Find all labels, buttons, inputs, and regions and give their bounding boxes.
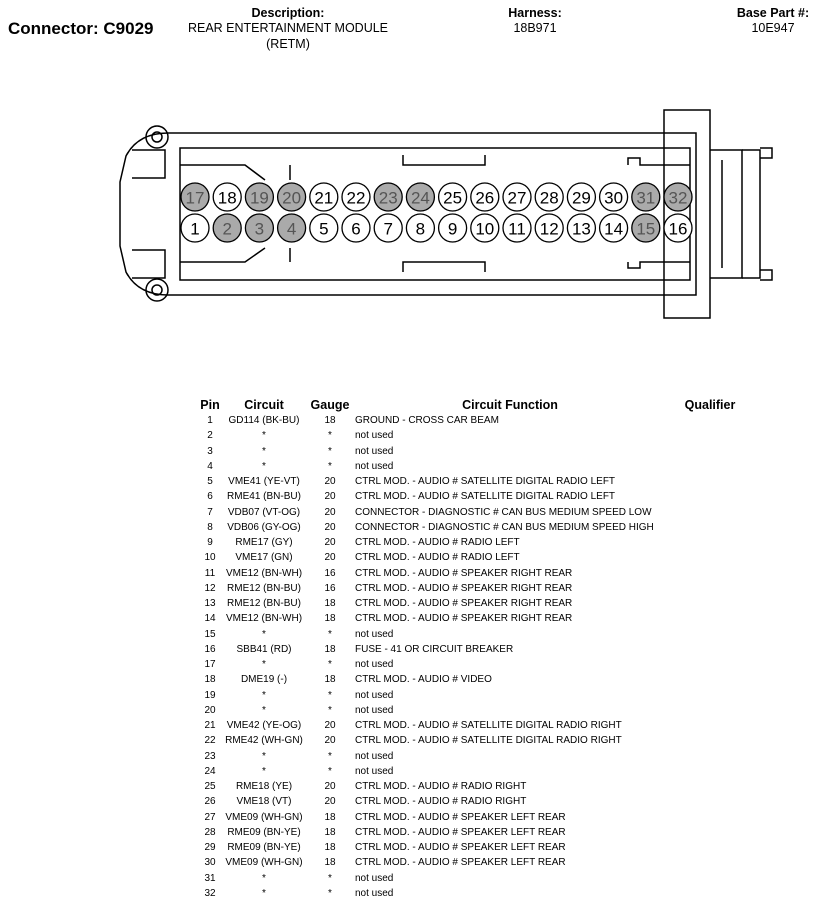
cell-pin: 9 xyxy=(207,537,213,548)
cell-function: CONNECTOR - DIAGNOSTIC # CAN BUS MEDIUM SPEED LOW xyxy=(355,506,652,518)
description-label: Description: xyxy=(251,6,325,20)
base-part-value: 10E947 xyxy=(751,21,795,35)
table-row xyxy=(197,703,755,718)
cell-gauge: * xyxy=(328,750,332,762)
pin-number: 22 xyxy=(346,188,366,208)
pin-number: 29 xyxy=(571,188,591,208)
pin-number: 4 xyxy=(286,219,297,239)
table-row xyxy=(197,489,755,504)
cell-circuit: RME09 (BN-YE) xyxy=(227,842,301,853)
table-row xyxy=(197,444,755,459)
cell-gauge: 16 xyxy=(324,567,336,579)
header-gauge: Gauge xyxy=(310,397,350,412)
cell-pin: 6 xyxy=(207,491,213,503)
pin-23 xyxy=(374,183,402,211)
pin-27 xyxy=(503,183,531,211)
pin-number: 26 xyxy=(475,188,495,208)
pin-number: 1 xyxy=(190,219,200,239)
cell-gauge: 20 xyxy=(324,552,336,564)
cell-pin: 4 xyxy=(207,460,213,472)
table-row xyxy=(197,550,755,565)
pin-29 xyxy=(567,183,595,211)
pin-number: 16 xyxy=(668,219,688,239)
cell-gauge: 20 xyxy=(324,537,336,548)
pin-number: 32 xyxy=(668,188,688,208)
cell-qualifier xyxy=(665,413,755,428)
cell-circuit: * xyxy=(262,887,266,899)
pin-1 xyxy=(181,214,209,242)
cell-function: not used xyxy=(355,689,394,701)
cell-qualifier xyxy=(665,733,755,748)
pin-number: 14 xyxy=(604,219,624,239)
cell-qualifier xyxy=(665,703,755,718)
table-row xyxy=(197,657,755,672)
table-row xyxy=(197,810,755,825)
cell-pin: 11 xyxy=(204,567,216,579)
cell-qualifier xyxy=(665,459,755,474)
pin-20 xyxy=(278,183,306,211)
connector-face-diagram xyxy=(0,0,829,390)
cell-qualifier xyxy=(665,688,755,703)
pin-5 xyxy=(310,214,338,242)
cell-qualifier xyxy=(665,611,755,626)
cell-circuit: VME09 (WH-GN) xyxy=(225,857,303,869)
table-row xyxy=(197,688,755,703)
cell-qualifier xyxy=(665,825,755,840)
pin-4 xyxy=(278,214,306,242)
table-row xyxy=(197,794,755,809)
pin-8 xyxy=(406,214,434,242)
description-line-1: REAR ENTERTAINMENT MODULE xyxy=(187,21,389,35)
cell-gauge: 18 xyxy=(324,674,336,686)
cell-circuit: * xyxy=(262,765,266,777)
cell-gauge: 20 xyxy=(324,781,336,792)
pin-3 xyxy=(245,214,273,242)
pin-18 xyxy=(213,183,241,211)
cell-circuit: VME41 (YE-VT) xyxy=(228,476,300,487)
cell-circuit: VME12 (BN-WH) xyxy=(225,567,303,579)
header-function: Circuit Function xyxy=(462,397,558,412)
cell-function: not used xyxy=(355,460,394,472)
cell-qualifier xyxy=(665,520,755,535)
cell-qualifier xyxy=(665,428,755,443)
cell-gauge: 18 xyxy=(324,826,336,838)
cell-function: CTRL MOD. - AUDIO # RADIO LEFT xyxy=(355,552,520,564)
cell-function: CTRL MOD. - AUDIO # SATELLITE DIGITAL RADIO RIGHT xyxy=(355,720,622,731)
base-part-label: Base Part #: xyxy=(736,6,810,20)
pin-number: 5 xyxy=(319,219,329,239)
cell-pin: 21 xyxy=(204,720,216,731)
table-row xyxy=(197,627,755,642)
cell-pin: 29 xyxy=(204,842,216,853)
cell-qualifier xyxy=(665,749,755,764)
cell-qualifier xyxy=(665,871,755,886)
cell-circuit: * xyxy=(262,704,266,716)
cell-function: not used xyxy=(355,765,394,777)
cell-qualifier xyxy=(665,672,755,687)
cell-circuit: RME18 (YE) xyxy=(235,781,293,792)
cell-gauge: 18 xyxy=(324,643,336,655)
cell-circuit: SBB41 (RD) xyxy=(236,643,292,655)
cell-pin: 24 xyxy=(204,765,216,777)
cell-gauge: 20 xyxy=(324,796,336,808)
cell-pin: 19 xyxy=(204,689,216,701)
pin-number: 21 xyxy=(314,188,334,208)
pin-number: 20 xyxy=(282,188,302,208)
cell-qualifier xyxy=(665,718,755,733)
cell-qualifier xyxy=(665,764,755,779)
pin-number: 17 xyxy=(185,188,205,208)
cell-pin: 12 xyxy=(204,582,216,594)
cell-qualifier xyxy=(665,566,755,581)
cell-function: CTRL MOD. - AUDIO # RADIO RIGHT xyxy=(355,796,527,808)
cell-function: FUSE - 41 OR CIRCUIT BREAKER xyxy=(355,643,514,655)
pin-number: 15 xyxy=(636,219,656,239)
table-row xyxy=(197,611,755,626)
cell-pin: 32 xyxy=(204,887,216,899)
table-row xyxy=(197,505,755,520)
cell-pin: 28 xyxy=(204,826,216,838)
cell-function: CONNECTOR - DIAGNOSTIC # CAN BUS MEDIUM SPEED HIGH xyxy=(355,521,654,533)
cell-circuit: GD114 (BK-BU) xyxy=(228,415,300,426)
connector-title: Connector: C9029 xyxy=(8,19,154,38)
table-row xyxy=(197,764,755,779)
cell-pin: 14 xyxy=(204,613,216,625)
cell-pin: 1 xyxy=(207,415,213,426)
pin-number: 27 xyxy=(507,188,527,208)
cell-gauge: 18 xyxy=(324,857,336,869)
cell-gauge: 18 xyxy=(324,415,336,426)
header-circuit: Circuit xyxy=(244,397,284,412)
cell-function: not used xyxy=(355,659,394,670)
cell-gauge: 20 xyxy=(324,720,336,731)
cell-circuit: RME09 (BN-YE) xyxy=(227,826,301,838)
cell-function: not used xyxy=(355,628,394,640)
pin-number: 8 xyxy=(415,219,426,239)
cell-function: CTRL MOD. - AUDIO # SATELLITE DIGITAL RADIO LEFT xyxy=(355,491,616,503)
cell-pin: 3 xyxy=(207,445,213,457)
cell-circuit: VME12 (BN-WH) xyxy=(225,613,303,625)
table-row xyxy=(197,825,755,840)
pin-number: 10 xyxy=(475,219,495,239)
cell-gauge: 20 xyxy=(324,506,336,518)
cell-pin: 23 xyxy=(204,750,216,762)
cell-qualifier xyxy=(665,840,755,855)
table-row xyxy=(197,779,755,794)
pin-11 xyxy=(503,214,531,242)
cell-qualifier xyxy=(665,810,755,825)
cell-pin: 25 xyxy=(204,781,216,792)
cell-circuit: VDB07 (VT-OG) xyxy=(227,506,301,518)
cell-qualifier xyxy=(665,474,755,489)
cell-function: CTRL MOD. - AUDIO # SPEAKER LEFT REAR xyxy=(355,857,566,869)
cell-pin: 16 xyxy=(204,643,216,655)
cell-gauge: * xyxy=(328,430,332,442)
pin-24 xyxy=(406,183,434,211)
cell-circuit: * xyxy=(262,445,266,457)
cell-function: CTRL MOD. - AUDIO # VIDEO xyxy=(355,674,492,686)
cell-gauge: * xyxy=(328,689,332,701)
cell-gauge: 16 xyxy=(324,582,336,594)
pin-table xyxy=(197,396,755,901)
cell-gauge: 18 xyxy=(324,613,336,625)
pin-14 xyxy=(600,214,628,242)
bottom-row-pins xyxy=(181,214,692,242)
pin-number: 12 xyxy=(539,219,559,239)
cell-gauge: 18 xyxy=(324,811,336,823)
pin-number: 25 xyxy=(443,188,463,208)
pin-15 xyxy=(632,214,660,242)
cell-function: not used xyxy=(355,750,394,762)
pin-table-body xyxy=(197,413,755,901)
cell-function: CTRL MOD. - AUDIO # SPEAKER LEFT REAR xyxy=(355,842,566,853)
pin-12 xyxy=(535,214,563,242)
pin-number: 2 xyxy=(222,219,232,239)
cell-pin: 26 xyxy=(204,796,216,808)
pin-number: 19 xyxy=(249,188,269,208)
cell-pin: 27 xyxy=(204,811,216,823)
pin-number: 11 xyxy=(508,219,526,239)
table-row xyxy=(197,871,755,886)
pin-7 xyxy=(374,214,402,242)
cell-qualifier xyxy=(665,535,755,550)
pin-10 xyxy=(471,214,499,242)
table-row xyxy=(197,749,755,764)
cell-qualifier xyxy=(665,886,755,901)
table-row xyxy=(197,886,755,901)
cell-circuit: RME12 (BN-BU) xyxy=(227,598,301,609)
pin-number: 3 xyxy=(254,219,265,239)
table-row xyxy=(197,642,755,657)
cell-gauge: * xyxy=(328,765,332,777)
pin-26 xyxy=(471,183,499,211)
table-row xyxy=(197,581,755,596)
cell-gauge: * xyxy=(328,445,332,457)
cell-pin: 15 xyxy=(204,628,216,640)
cell-pin: 31 xyxy=(204,872,216,884)
pin-16 xyxy=(664,214,692,242)
pin-2 xyxy=(213,214,241,242)
table-row xyxy=(197,718,755,733)
table-row xyxy=(197,413,755,428)
table-row xyxy=(197,672,755,687)
harness-value: 18B971 xyxy=(513,21,557,35)
cell-gauge: 20 xyxy=(324,476,336,487)
cell-pin: 7 xyxy=(207,506,213,518)
cell-pin: 30 xyxy=(204,857,216,869)
pin-number: 6 xyxy=(351,219,361,239)
cell-gauge: * xyxy=(328,872,332,884)
cell-function: GROUND - CROSS CAR BEAM xyxy=(355,415,499,426)
cell-circuit: * xyxy=(262,872,266,884)
pin-32 xyxy=(664,183,692,211)
pin-13 xyxy=(567,214,595,242)
pin-number: 7 xyxy=(383,219,393,239)
cell-pin: 20 xyxy=(204,704,216,716)
cell-function: CTRL MOD. - AUDIO # SPEAKER RIGHT REAR xyxy=(355,582,573,594)
cell-gauge: * xyxy=(328,887,332,899)
cell-circuit: VME17 (GN) xyxy=(235,552,293,564)
pin-17 xyxy=(181,183,209,211)
cell-function: CTRL MOD. - AUDIO # SPEAKER RIGHT REAR xyxy=(355,613,573,625)
cell-gauge: * xyxy=(328,628,332,640)
cell-qualifier xyxy=(665,550,755,565)
cell-qualifier xyxy=(665,657,755,672)
cell-circuit: * xyxy=(262,689,266,701)
cell-pin: 18 xyxy=(204,674,216,686)
pin-number: 23 xyxy=(378,188,398,208)
pin-number: 18 xyxy=(217,188,237,208)
cell-function: CTRL MOD. - AUDIO # SPEAKER LEFT REAR xyxy=(355,811,566,823)
cell-function: CTRL MOD. - AUDIO # SATELLITE DIGITAL RADIO LEFT xyxy=(355,476,616,487)
cell-gauge: 20 xyxy=(324,491,336,503)
cell-function: CTRL MOD. - AUDIO # SPEAKER RIGHT REAR xyxy=(355,567,573,579)
cell-circuit: VME42 (YE-OG) xyxy=(226,720,302,731)
cell-qualifier xyxy=(665,779,755,794)
pin-number: 30 xyxy=(604,188,624,208)
pin-31 xyxy=(632,183,660,211)
cell-function: CTRL MOD. - AUDIO # SATELLITE DIGITAL RADIO RIGHT xyxy=(355,735,622,747)
pin-19 xyxy=(245,183,273,211)
table-row xyxy=(197,855,755,870)
table-row xyxy=(197,566,755,581)
cell-qualifier xyxy=(665,855,755,870)
cell-circuit: VME09 (WH-GN) xyxy=(225,811,303,823)
cell-gauge: * xyxy=(328,460,332,472)
table-header-row xyxy=(197,396,755,413)
table-row xyxy=(197,474,755,489)
table-row xyxy=(197,596,755,611)
cell-circuit: RME17 (GY) xyxy=(235,537,293,548)
pin-number: 31 xyxy=(636,188,656,208)
cell-circuit: DME19 (-) xyxy=(240,674,288,686)
cell-qualifier xyxy=(665,627,755,642)
pin-22 xyxy=(342,183,370,211)
cell-pin: 2 xyxy=(207,430,213,442)
cell-circuit: * xyxy=(262,460,266,472)
table-row xyxy=(197,459,755,474)
cell-circuit: * xyxy=(262,750,266,762)
cell-pin: 17 xyxy=(204,659,216,670)
cell-gauge: * xyxy=(328,704,332,716)
cell-qualifier xyxy=(665,596,755,611)
cell-circuit: VDB06 (GY-OG) xyxy=(227,521,301,533)
cell-circuit: RME42 (WH-GN) xyxy=(225,735,303,747)
pin-30 xyxy=(600,183,628,211)
cell-circuit: VME18 (VT) xyxy=(236,796,292,808)
cell-function: not used xyxy=(355,445,394,457)
cell-qualifier xyxy=(665,489,755,504)
table-row xyxy=(197,428,755,443)
cell-circuit: * xyxy=(262,628,266,640)
pin-number: 13 xyxy=(571,219,591,239)
pin-6 xyxy=(342,214,370,242)
cell-circuit: * xyxy=(262,659,266,670)
cell-pin: 13 xyxy=(204,598,216,609)
cell-function: not used xyxy=(355,872,394,884)
header-pin: Pin xyxy=(200,397,220,412)
pin-number: 24 xyxy=(410,188,430,208)
top-row-pins xyxy=(181,183,692,211)
description-line-2: (RETM) xyxy=(266,37,310,51)
cell-function: not used xyxy=(355,704,394,716)
cell-function: CTRL MOD. - AUDIO # RADIO RIGHT xyxy=(355,781,527,792)
cell-pin: 5 xyxy=(207,476,213,487)
cell-qualifier xyxy=(665,581,755,596)
cell-circuit: * xyxy=(262,430,266,442)
pin-number: 9 xyxy=(447,219,458,239)
header-qualifier: Qualifier xyxy=(684,397,736,412)
pin-9 xyxy=(439,214,467,242)
cell-gauge: 18 xyxy=(324,842,336,853)
table-row xyxy=(197,520,755,535)
cell-function: CTRL MOD. - AUDIO # SPEAKER RIGHT REAR xyxy=(355,598,573,609)
pin-25 xyxy=(439,183,467,211)
pin-number: 28 xyxy=(539,188,559,208)
pin-21 xyxy=(310,183,338,211)
cell-gauge: * xyxy=(328,659,332,670)
cell-function: not used xyxy=(355,430,394,442)
pin-28 xyxy=(535,183,563,211)
cell-gauge: 20 xyxy=(324,521,336,533)
harness-label: Harness: xyxy=(508,6,562,20)
cell-gauge: 18 xyxy=(324,598,336,609)
cell-gauge: 20 xyxy=(324,735,336,747)
table-row xyxy=(197,535,755,550)
cell-qualifier xyxy=(665,444,755,459)
cell-pin: 10 xyxy=(204,552,216,564)
table-row xyxy=(197,733,755,748)
cell-circuit: RME12 (BN-BU) xyxy=(227,582,301,594)
cell-pin: 22 xyxy=(204,735,216,747)
cell-qualifier xyxy=(665,794,755,809)
cell-qualifier xyxy=(665,642,755,657)
cell-circuit: RME41 (BN-BU) xyxy=(227,491,301,503)
cell-function: CTRL MOD. - AUDIO # SPEAKER LEFT REAR xyxy=(355,826,566,838)
cell-pin: 8 xyxy=(207,521,213,533)
cell-function: CTRL MOD. - AUDIO # RADIO LEFT xyxy=(355,537,520,548)
cell-function: not used xyxy=(355,887,394,899)
table-row xyxy=(197,840,755,855)
cell-qualifier xyxy=(665,505,755,520)
